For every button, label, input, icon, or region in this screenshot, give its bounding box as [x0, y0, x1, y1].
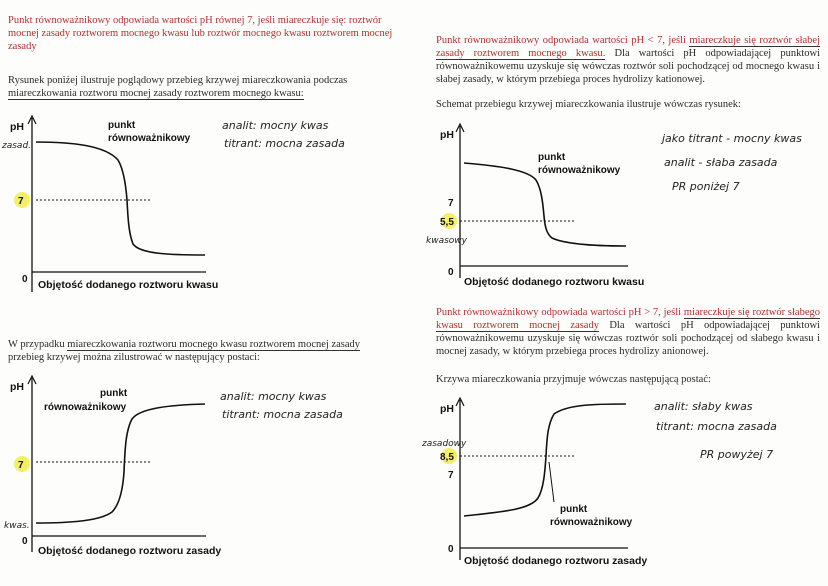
right-paragraph-2: Schemat przebiegu krzywej miareczkowania ilustruje wówczas rysunek: — [436, 99, 741, 110]
graph-4-note-3: PR powyżej 7 — [700, 448, 774, 461]
right-p3-red-underlined: miareczkuje się roztwór słabego kwasu roztworem mocnej zasady — [436, 307, 820, 331]
left-p2-underlined: miareczkowania roztworu mocnego kwasu roztworem mocnej zasady — [67, 339, 361, 350]
graph-4-note-1: analit: słaby kwas — [654, 400, 753, 413]
graph-2-point-label-1: punkt — [100, 388, 128, 399]
graph-4-y-seven: 7 — [448, 470, 454, 481]
graph-1-y-start: zasad. — [2, 141, 32, 151]
right-p1-red-underlined: miareczkuje się roztwór słabej zasady roztworem mocnego kwasu. — [436, 35, 820, 59]
graph-4-xlabel: Objętość dodanego roztworu zasady — [464, 555, 648, 567]
left-p1-text: Rysunek poniżej ilustruje poglądowy przebieg krzywej miareczkowania podczas — [8, 75, 348, 86]
graph-3-y-point: 5,5 — [440, 217, 454, 228]
graph-4-note-2: titrant: mocna zasada — [656, 420, 777, 433]
graph-1-y-zero: 0 — [22, 274, 28, 285]
left-paragraph-2 — [8, 338, 403, 364]
graph-3-note-1: jako titrant - mocny kwas — [662, 132, 802, 145]
graph-2-y-start: kwas. — [4, 521, 30, 531]
graph-2 — [0, 372, 410, 572]
graph-2-point-label-2: równoważnikowy — [44, 402, 127, 413]
right-p3-rest: Dla wartości pH odpowiadającej punktowi równoważnikowemu uzyskuje się wówczas roztwór soli pochodzącej od słabego kwasu i mocnej zasady, w którym przebiega proces hydrolizy anionowej. — [436, 320, 820, 357]
right-p3-red: Punkt równoważnikowy odpowiada wartości pH > 7, jeśli — [436, 307, 684, 318]
left-p2-text-b: przebieg krzywej można zilustrować w następujący postaci: — [8, 352, 260, 363]
graph-1-point-label-1: punkt — [108, 120, 136, 131]
graph-1-curve — [36, 142, 205, 255]
graph-4-ylabel: pH — [440, 403, 454, 415]
graph-3-point-label-1: punkt — [538, 152, 566, 163]
graph-3-xlabel: Objętość dodanego roztworu kwasu — [464, 276, 645, 288]
graph-1-ylabel: pH — [10, 121, 24, 133]
graph-4-y-point: 8,5 — [440, 452, 454, 463]
graph-3 — [420, 118, 650, 298]
graph-2-curve — [36, 404, 205, 523]
graph-1-xlabel: Objętość dodanego roztworu kwasu — [38, 279, 219, 291]
graph-3-point-label-2: równoważnikowy — [538, 165, 621, 176]
graph-3-note-3: PR poniżej 7 — [672, 180, 740, 193]
graph-1-y-seven: 7 — [18, 196, 24, 207]
graph-4 — [420, 392, 650, 582]
right-p1-red: Punkt równoważnikowy odpowiada wartości pH < 7, jeśli — [436, 35, 690, 46]
graph-3-y-zero: 0 — [448, 267, 454, 278]
right-paragraph-4: Krzywa miareczkowania przyjmuje wówczas następującą postać: — [436, 374, 711, 385]
graph-1-note-2: titrant: mocna zasada — [224, 137, 345, 150]
left-p1-underlined: miareczkowania roztworu mocnej zasady roztworem mocnego kwasu: — [8, 88, 304, 99]
graph-2-ylabel: pH — [10, 381, 24, 393]
graph-3-y-end: kwasowy — [426, 236, 467, 246]
graph-3-y-seven: 7 — [448, 198, 454, 209]
right-paragraph-1 — [436, 34, 820, 86]
graph-2-y-seven: 7 — [18, 460, 24, 471]
graph-4-y-zero: 0 — [448, 544, 454, 555]
left-p2-text-a: W przypadku — [8, 339, 68, 350]
graph-4-curve — [464, 404, 626, 516]
graph-4-point-label-2: równoważnikowy — [550, 517, 633, 528]
graph-2-note-1: analit: mocny kwas — [220, 390, 327, 403]
graph-2-note-2: titrant: mocna zasada — [222, 408, 343, 421]
graph-3-note-2: analit - słaba zasada — [664, 156, 778, 169]
graph-1 — [0, 112, 410, 302]
graph-2-xlabel: Objętość dodanego roztworu zasady — [38, 545, 222, 557]
right-paragraph-3 — [436, 306, 820, 358]
graph-1-note-1: analit: mocny kwas — [222, 119, 329, 132]
left-paragraph-1 — [8, 74, 403, 100]
graph-3-ylabel: pH — [440, 129, 454, 141]
graph-4-point-label-1: punkt — [560, 504, 588, 515]
right-p1-rest: Dla wartości pH odpowiadającej punktowi równoważnikowemu uzyskuje się wówczas roztwór soli pochodzącej od mocnego kwasu i słabej zasady, w którym przebiega proces hydrolizy kationowej. — [436, 48, 820, 85]
graph-1-point-label-2: równoważnikowy — [108, 133, 191, 144]
graph-2-y-zero: 0 — [22, 536, 28, 547]
graph-4-y-end: zasadowy — [422, 439, 467, 449]
left-intro: Punkt równoważnikowy odpowiada wartości pH równej 7, jeśli miareczkuje się: roztwór mocnej zasady roztworem mocnego kwasu lub roztwór mocnego kwasu roztworem mocnej zasady — [8, 15, 393, 52]
